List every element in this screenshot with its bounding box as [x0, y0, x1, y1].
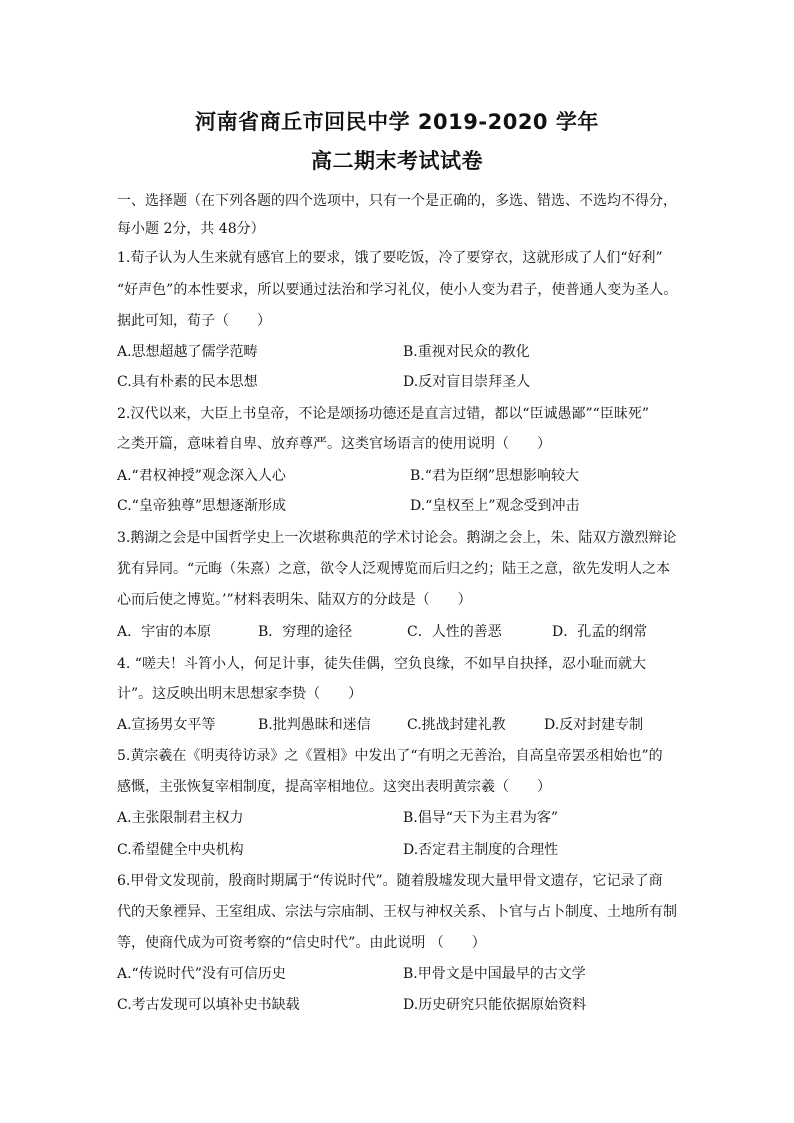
question-2-line-2: 之类开篇，意味着自卑、放弃尊严。这类官场语言的使用说明（ ） — [117, 436, 551, 452]
question-5-option-a: A.主张限制君主权力 — [117, 810, 244, 826]
question-6-option-b: B.甲骨文是中国最早的古文学 — [403, 966, 586, 982]
question-1-line-2: “好声色”的本性要求，所以要通过法治和学习礼仪，使小人变为君子，使普通人变为圣人。 — [117, 282, 678, 298]
question-1-option-c: C.具有朴素的民本思想 — [117, 374, 258, 390]
question-3-option-c: C．人性的善恶 — [407, 624, 502, 640]
question-3-option-a: A．宇宙的本原 — [117, 624, 212, 640]
question-5-option-b: B.倡导“天下为主君为客” — [403, 810, 559, 826]
question-6-line-1: 6.甲骨文发现前，殷商时期属于“传说时代”。随着殷墟发现大量甲骨文遗存，它记录了商 — [117, 873, 663, 889]
exam-title: 河南省商丘市回民中学 2019-2020 学年 — [195, 110, 599, 134]
question-6-option-c: C.考古发现可以填补史书缺载 — [117, 997, 300, 1013]
question-1-option-b: B.重视对民众的教化 — [403, 344, 530, 360]
question-1-option-d: D.反对盲目崇拜圣人 — [403, 374, 531, 390]
question-6-line-3: 等，使商代成为可资考察的“信史时代”。由此说明 （ ） — [117, 935, 486, 951]
question-6-option-a: A.“传说时代”没有可信历史 — [117, 966, 286, 982]
question-3-line-1: 3.鹅湖之会是中国哲学史上一次堪称典范的学术讨论会。鹅湖之会上，朱、陆双方激烈辩论 — [117, 530, 677, 546]
question-3-line-2: 犹有异同。“元晦（朱熹）之意，欲令人泛观博览而后归之约；陆王之意，欲先发明人之本 — [117, 561, 671, 577]
question-4-option-a: A.宣扬男女平等 — [117, 717, 216, 733]
question-2-option-b: B.“君为臣纲”思想影响较大 — [410, 468, 580, 484]
question-5-option-d: D.否定君主制度的合理性 — [403, 842, 559, 858]
question-2-option-a: A.“君权神授”观念深入人心 — [117, 468, 286, 484]
question-3-option-d: D．孔孟的纲常 — [552, 624, 648, 640]
question-2-option-c: C.“皇帝独尊”思想逐渐形成 — [117, 498, 286, 514]
section-instructions-line1: 一、选择题（在下列各题的四个选项中，只有一个是正确的，多选、错选、不选均不得分， — [117, 193, 677, 209]
question-1-option-a: A.思想超越了儒学范畴 — [117, 344, 258, 360]
question-6-line-2: 代的天象禋异、王室组成、宗法与宗庙制、王权与神权关系、卜官与占卜制度、土地所有制 — [117, 904, 677, 920]
question-4-line-1: 4. “嗟夫！斗筲小人，何足计事，徒失佳偶，空负良缘，不如早自抉择，忍小耻而就大 — [117, 656, 646, 672]
question-5-line-1: 5.黄宗羲在《明夷待访录》之《置相》中发出了“有明之无善治，自高皇帝罢丞相始也”的 — [117, 748, 663, 764]
question-2-line-1: 2.汉代以来，大臣上书皇帝，不论是颂扬功德还是直言过错，都以“臣诚愚鄙”“臣昧死” — [117, 406, 649, 422]
section-instructions-line2: 每小题 2分，共 48分） — [117, 221, 265, 237]
question-5-line-2: 感慨，主张恢复宰相制度，提高宰相地位。这突出表明黄宗羲（ ） — [117, 779, 551, 795]
question-4-option-d: D.反对封建专制 — [544, 717, 644, 733]
question-2-option-d: D.“皇权至上”观念受到冲击 — [410, 498, 580, 514]
question-4-option-b: B.批判愚昧和迷信 — [258, 717, 371, 733]
question-5-option-c: C.希望健全中央机构 — [117, 842, 244, 858]
exam-subtitle: 高二期末考试试卷 — [311, 149, 483, 173]
question-4-option-c: C.挑战封建礼教 — [407, 717, 506, 733]
question-1-line-3: 据此可知，荀子（ ） — [117, 313, 271, 329]
question-3-line-3: 心而后使之博览。’”材料表明朱、陆双方的分歧是（ ） — [117, 592, 472, 608]
question-3-option-b: B．穷理的途径 — [258, 624, 353, 640]
question-6-option-d: D.历史研究只能依据原始资料 — [403, 997, 587, 1013]
question-4-line-2: 计”。这反映出明末思想家李贽（ ） — [117, 686, 363, 702]
question-1-line-1: 1.荀子认为人生来就有感官上的要求，饿了要吃饭，冷了要穿衣，这就形成了人们“好利” — [117, 250, 663, 266]
